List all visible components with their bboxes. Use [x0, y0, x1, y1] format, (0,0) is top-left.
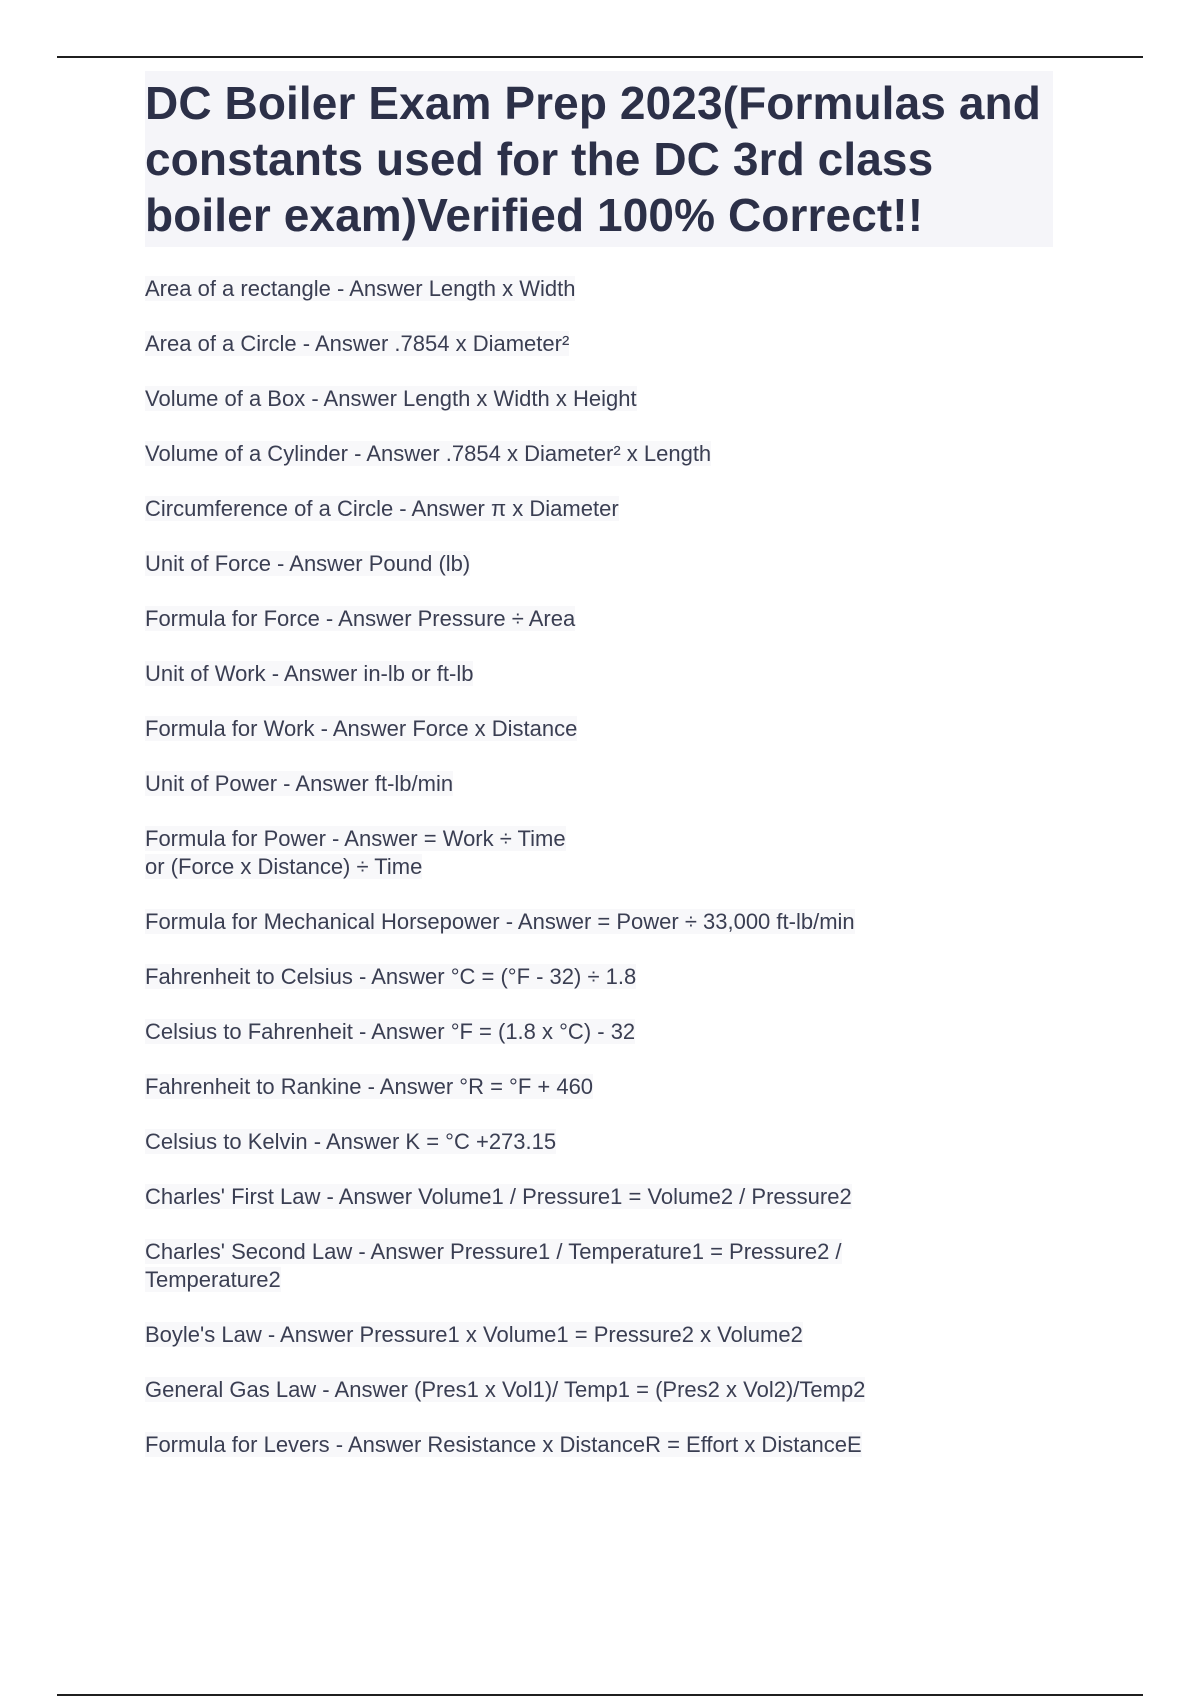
qa-item: [145, 1073, 1053, 1101]
qa-text: Charles' First Law - Answer Volume1 / Pressure1 = Volume2 / Pressure2: [145, 1184, 852, 1209]
qa-item: [145, 1128, 1053, 1156]
qa-text: Celsius to Kelvin - Answer K = °C +273.15: [145, 1129, 557, 1154]
document-title: DC Boiler Exam Prep 2023(Formulas and constants used for the DC 3rd class boiler exam)Verified 100% Correct!!: [145, 77, 1041, 241]
qa-text: General Gas Law - Answer (Pres1 x Vol1)/ Temp1 = (Pres2 x Vol2)/Temp2: [145, 1377, 866, 1402]
qa-text: Formula for Force - Answer Pressure ÷ Area: [145, 606, 576, 631]
qa-text: Circumference of a Circle - Answer π x Diameter: [145, 496, 619, 521]
qa-text: Formula for Power - Answer = Work ÷ Time or (Force x Distance) ÷ Time: [145, 826, 566, 879]
qa-item: [145, 550, 1053, 578]
qa-text: Unit of Force - Answer Pound (lb): [145, 551, 471, 576]
bottom-rule: [57, 1694, 1143, 1696]
qa-text: Fahrenheit to Celsius - Answer °C = (°F - 32) ÷ 1.8: [145, 964, 637, 989]
qa-item: [145, 605, 1053, 633]
qa-text: Volume of a Cylinder - Answer .7854 x Diameter² x Length: [145, 441, 712, 466]
qa-item: [145, 963, 1053, 991]
qa-text: Unit of Power - Answer ft-lb/min: [145, 771, 454, 796]
qa-item: [145, 715, 1053, 743]
qa-item: [145, 1376, 1053, 1404]
qa-item: [145, 1431, 1053, 1459]
document-page: [145, 71, 1053, 1486]
qa-text: Formula for Levers - Answer Resistance x DistanceR = Effort x DistanceE: [145, 1432, 862, 1457]
qa-text: Fahrenheit to Rankine - Answer °R = °F + 460: [145, 1074, 594, 1099]
qa-text: Area of a Circle - Answer .7854 x Diameter²: [145, 331, 570, 356]
qa-text: Volume of a Box - Answer Length x Width x Height: [145, 386, 637, 411]
qa-text: Formula for Mechanical Horsepower - Answer = Power ÷ 33,000 ft-lb/min: [145, 909, 855, 934]
qa-item: [145, 1321, 1053, 1349]
qa-text: Formula for Work - Answer Force x Distance: [145, 716, 578, 741]
qa-item: [145, 330, 1053, 358]
qa-list: [145, 275, 1053, 1459]
qa-text: Charles' Second Law - Answer Pressure1 / Temperature1 = Pressure2 / Temperature2: [145, 1239, 842, 1292]
qa-item: [145, 1238, 1053, 1294]
title-block: [145, 71, 1053, 247]
qa-item: [145, 770, 1053, 798]
qa-item: [145, 1018, 1053, 1046]
qa-item: [145, 385, 1053, 413]
qa-item: [145, 825, 1053, 881]
qa-text: Boyle's Law - Answer Pressure1 x Volume1 = Pressure2 x Volume2: [145, 1322, 803, 1347]
qa-item: [145, 275, 1053, 303]
qa-item: [145, 440, 1053, 468]
qa-item: [145, 908, 1053, 936]
qa-text: Celsius to Fahrenheit - Answer °F = (1.8 x °C) - 32: [145, 1019, 636, 1044]
qa-text: Unit of Work - Answer in-lb or ft-lb: [145, 661, 474, 686]
top-rule: [57, 56, 1143, 58]
qa-item: [145, 1183, 1053, 1211]
qa-text: Area of a rectangle - Answer Length x Width: [145, 276, 576, 301]
qa-item: [145, 495, 1053, 523]
qa-item: [145, 660, 1053, 688]
